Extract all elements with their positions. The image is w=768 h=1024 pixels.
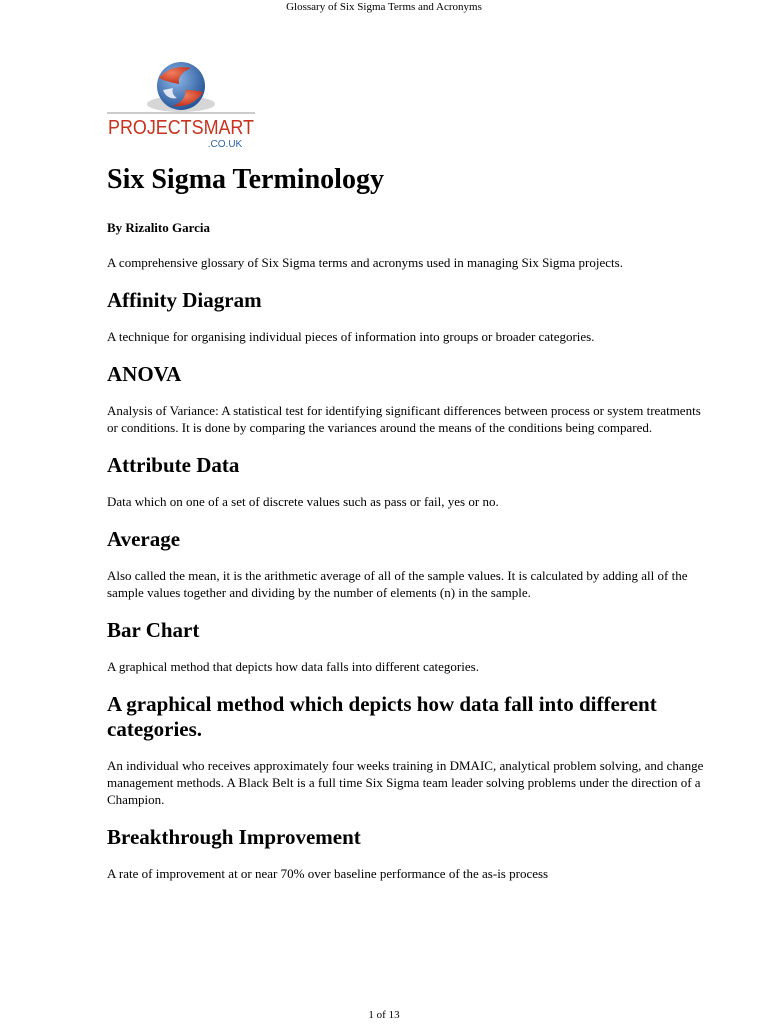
term-heading: Attribute Data: [107, 453, 240, 477]
term-heading: A graphical method which depicts how data fall into different categories.: [107, 692, 657, 741]
intro-paragraph: A comprehensive glossary of Six Sigma terms and acronyms used in managing Six Sigma projects.: [107, 255, 623, 270]
logo-brand-text: PROJECTSMART: [108, 117, 254, 139]
document-body: [107, 162, 707, 899]
term-heading: Average: [107, 527, 181, 551]
author-byline: By Rizalito Garcia: [107, 220, 211, 235]
term-heading: Breakthrough Improvement: [107, 825, 361, 849]
document-title: Six Sigma Terminology: [107, 164, 384, 195]
projectsmart-logo: [107, 60, 257, 152]
term-heading: Bar Chart: [107, 618, 200, 642]
term-definition: A technique for organising individual pieces of information into groups or broader categories.: [107, 329, 595, 344]
term-definition: A graphical method that depicts how data falls into different categories.: [107, 659, 479, 674]
term-heading: Affinity Diagram: [107, 288, 262, 312]
term-heading: ANOVA: [107, 362, 182, 386]
term-definition: Also called the mean, it is the arithmetic average of all of the sample values. It is calculated by adding all of the sample values together and dividing by the number of elements (n) in the sample.: [107, 568, 688, 600]
term-definition: An individual who receives approximately four weeks training in DMAIC, analytical problem solving, and change management methods. A Black Belt is a full time Six Sigma team leader solving problems under the direction of a Champion.: [107, 758, 704, 807]
page-number: 1 of 13: [368, 1009, 400, 1021]
term-definition: Analysis of Variance: A statistical test for identifying significant differences between process or system treatments or conditions. It is done by comparing the variances around the means of the conditions being compared.: [107, 403, 701, 435]
logo-domain-text: .CO.UK: [207, 139, 243, 150]
term-definition: A rate of improvement at or near 70% over baseline performance of the as-is process: [107, 866, 549, 881]
term-definition: Data which on one of a set of discrete values such as pass or fail, yes or no.: [107, 494, 499, 509]
running-header: Glossary of Six Sigma Terms and Acronyms: [286, 1, 482, 13]
